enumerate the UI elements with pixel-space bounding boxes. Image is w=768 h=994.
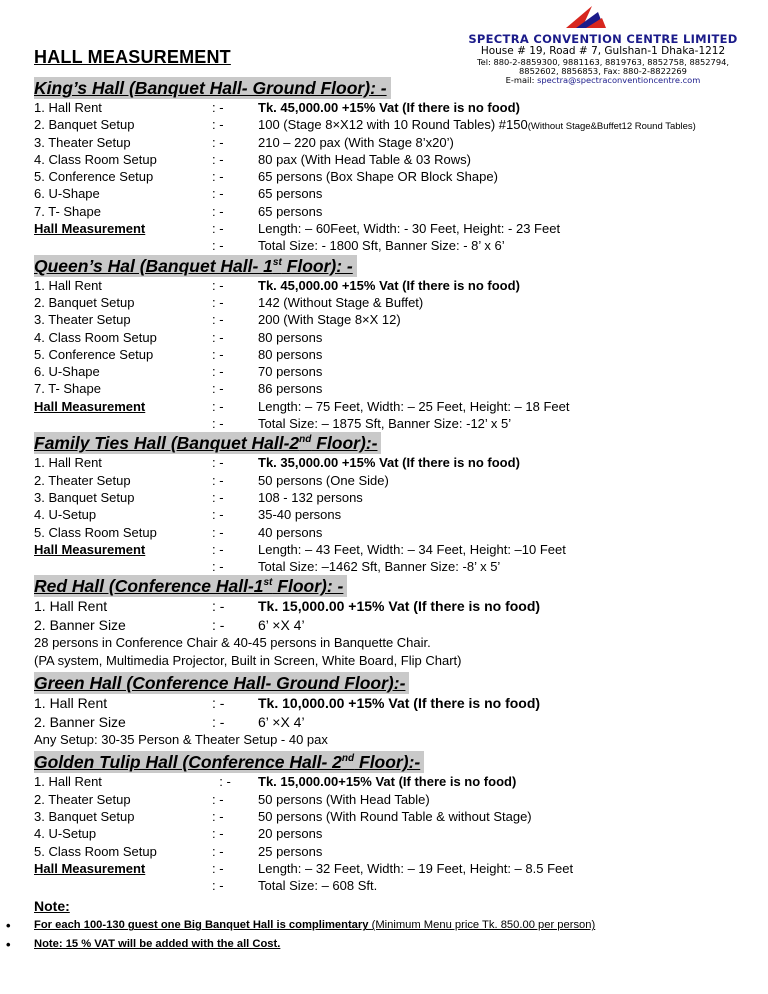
detail-row xyxy=(34,524,762,541)
detail-value-text: 35-40 persons xyxy=(258,507,342,523)
detail-row xyxy=(34,99,762,116)
detail-label: 7. T- Shape xyxy=(34,381,101,397)
hall-title-ordinal: st xyxy=(263,577,273,589)
detail-row xyxy=(34,346,762,363)
hall-title-text: Family Ties Hall (Banquet Hall-2 xyxy=(34,433,300,454)
detail-value xyxy=(258,808,762,825)
detail-value xyxy=(258,134,762,151)
detail-value-text: 50 persons (With Head Table) xyxy=(258,791,430,807)
hall-section xyxy=(34,432,762,575)
detail-value-text: Total Size: – 608 Sft. xyxy=(258,878,378,894)
detail-separator: : - xyxy=(212,598,225,615)
detail-value xyxy=(258,877,762,894)
hall-title-text: King’s Hall (Banquet Hall- Ground Floor): - xyxy=(34,78,387,98)
detail-label: 4. U-Setup xyxy=(34,826,97,842)
detail-label: 1. Hall Rent xyxy=(34,100,102,115)
detail-row xyxy=(34,380,762,397)
detail-separator: : - xyxy=(212,169,224,185)
note-text: Note: 15 % VAT will be added with the all Cost. xyxy=(34,938,281,951)
hall-title-text: Red Hall (Conference Hall-1 xyxy=(34,576,264,597)
detail-value-text: 86 persons xyxy=(258,381,323,397)
note-title: Note: xyxy=(34,898,70,915)
hall-title-suffix: Floor): - xyxy=(272,576,344,597)
detail-value-text: Tk. 35,000.00 +15% Vat (If there is no food) xyxy=(258,455,520,471)
detail-separator: : - xyxy=(212,416,224,432)
detail-value xyxy=(258,311,762,328)
detail-row xyxy=(34,489,762,506)
detail-row xyxy=(34,616,762,635)
detail-value-text: 40 persons xyxy=(258,524,323,540)
detail-value xyxy=(258,329,762,346)
detail-value-text: 65 persons xyxy=(258,186,323,202)
detail-value xyxy=(258,151,762,168)
detail-label: 1. Hall Rent xyxy=(34,774,102,790)
detail-value-text: Tk. 15,000.00 +15% Vat (If there is no food) xyxy=(258,598,541,615)
detail-value-text: 6’ ×X 4’ xyxy=(258,616,305,633)
detail-value xyxy=(258,203,762,220)
detail-value xyxy=(258,398,762,415)
detail-value xyxy=(258,597,762,616)
detail-label: 1. Hall Rent xyxy=(34,277,102,293)
detail-row xyxy=(34,237,762,254)
hall-title xyxy=(34,751,424,773)
hall-title-text: Queen’s Hal (Banquet Hall- 1 xyxy=(34,255,273,276)
detail-value xyxy=(258,524,762,541)
hall-title-ordinal: st xyxy=(272,256,282,268)
company-phone-line-1: Tel: 880-2-8859300, 9881163, 8819763, 8852758, 8852794, xyxy=(476,56,730,67)
detail-value-text: Total Size: –1462 Sft, Banner Size: -8’ x 5’ xyxy=(258,559,501,575)
detail-row xyxy=(34,294,762,311)
detail-row xyxy=(34,277,762,294)
detail-row xyxy=(34,877,762,894)
detail-value xyxy=(258,791,762,808)
detail-separator: : - xyxy=(212,329,224,345)
spectra-wing-logo-icon xyxy=(562,4,608,30)
detail-label: Hall Measurement xyxy=(34,860,146,876)
detail-label: 3. Theater Setup xyxy=(34,134,131,150)
detail-separator: : - xyxy=(212,381,224,397)
detail-separator: : - xyxy=(212,277,224,293)
detail-label: 2. Banquet Setup xyxy=(34,117,135,133)
detail-value xyxy=(258,185,762,202)
detail-value xyxy=(258,237,762,254)
detail-separator: : - xyxy=(212,186,224,202)
detail-value xyxy=(258,380,762,397)
hall-title xyxy=(34,672,409,694)
detail-separator: : - xyxy=(212,221,224,237)
detail-label: 2. Theater Setup xyxy=(34,472,131,488)
detail-separator: : - xyxy=(212,455,224,471)
detail-row xyxy=(34,454,762,471)
detail-value xyxy=(258,220,762,237)
detail-row xyxy=(34,134,762,151)
hall-title-ordinal: nd xyxy=(341,753,355,765)
detail-value xyxy=(258,713,762,732)
detail-row xyxy=(34,808,762,825)
detail-value xyxy=(258,415,762,432)
detail-separator: : - xyxy=(212,238,224,254)
hall-title xyxy=(34,255,357,277)
detail-row xyxy=(34,541,762,558)
hall-section xyxy=(34,77,762,255)
detail-value-text: Tk. 45,000.00 +15% Vat (If there is no food) xyxy=(258,100,520,115)
detail-value xyxy=(258,346,762,363)
hall-title xyxy=(34,575,347,597)
detail-row xyxy=(34,843,762,860)
detail-value-text: 100 (Stage 8×X12 with 10 Round Tables) #150 xyxy=(258,117,528,133)
detail-value xyxy=(258,472,762,489)
detail-label xyxy=(34,237,212,254)
detail-label: 7. T- Shape xyxy=(34,203,101,219)
detail-separator: : - xyxy=(212,294,224,310)
detail-label: Hall Measurement xyxy=(34,398,146,414)
detail-separator: : - xyxy=(212,346,224,362)
detail-value-text: Length: – 43 Feet, Width: – 34 Feet, Height: –10 Feet xyxy=(258,541,566,557)
detail-value-text: 25 persons xyxy=(258,843,323,859)
detail-label xyxy=(34,415,212,432)
detail-separator: : - xyxy=(212,507,224,523)
detail-value xyxy=(258,168,762,185)
detail-separator: : - xyxy=(212,791,224,807)
detail-value xyxy=(258,541,762,558)
detail-label xyxy=(34,558,212,575)
detail-row xyxy=(34,116,762,133)
detail-separator: : - xyxy=(212,489,224,505)
detail-separator: : - xyxy=(212,860,224,876)
detail-label: 1. Hall Rent xyxy=(34,695,108,712)
detail-value-text: 80 pax (With Head Table & 03 Rows) xyxy=(258,151,471,167)
detail-row xyxy=(34,825,762,842)
detail-separator: : - xyxy=(212,695,225,712)
detail-row xyxy=(34,203,762,220)
detail-label: Hall Measurement xyxy=(34,221,146,237)
detail-label: 5. Conference Setup xyxy=(34,346,154,362)
hall-title-ordinal: nd xyxy=(299,434,312,446)
halls-list xyxy=(6,77,762,954)
detail-label: 3. Banquet Setup xyxy=(34,808,135,824)
detail-row xyxy=(34,168,762,185)
detail-value-text: 50 persons (One Side) xyxy=(258,472,389,488)
detail-row xyxy=(34,773,762,790)
bullet-icon: • xyxy=(6,937,11,953)
detail-row xyxy=(34,220,762,237)
detail-value-text: Total Size: – 1875 Sft, Banner Size: -12’ x 5’ xyxy=(258,416,512,432)
hall-section xyxy=(34,255,762,433)
detail-label: 2. Banner Size xyxy=(34,616,126,633)
detail-value-text: 108 - 132 persons xyxy=(258,489,363,505)
detail-value xyxy=(258,694,762,713)
detail-label: 5. Class Room Setup xyxy=(34,524,157,540)
detail-value-text: 70 persons xyxy=(258,364,323,380)
page-title: HALL MEASUREMENT xyxy=(34,47,231,67)
detail-label: 4. Class Room Setup xyxy=(34,329,157,345)
detail-label: 2. Banner Size xyxy=(34,713,126,730)
hall-title xyxy=(34,77,391,99)
detail-value xyxy=(258,825,762,842)
hall-title-suffix: Floor):- xyxy=(311,433,378,454)
detail-row xyxy=(34,151,762,168)
detail-row xyxy=(34,398,762,415)
detail-label xyxy=(34,877,212,894)
detail-value-text: 210 – 220 pax (With Stage 8’x20’) xyxy=(258,134,454,150)
detail-row xyxy=(34,713,762,732)
detail-value xyxy=(258,363,762,380)
detail-value-text: 65 persons xyxy=(258,203,323,219)
detail-value-text: Length: – 60Feet, Width: - 30 Feet, Height: - 23 Feet xyxy=(258,221,561,237)
hall-title-text: Golden Tulip Hall (Conference Hall- 2 xyxy=(34,752,342,773)
detail-separator: : - xyxy=(212,312,224,328)
detail-value-text: 200 (With Stage 8×X 12) xyxy=(258,312,401,328)
detail-label: 4. U-Setup xyxy=(34,507,97,523)
note-list xyxy=(6,916,762,954)
detail-value xyxy=(258,558,762,575)
detail-separator: : - xyxy=(212,808,224,824)
detail-label: 6. U-Shape xyxy=(34,186,100,202)
detail-row xyxy=(34,472,762,489)
note-item xyxy=(6,935,762,954)
detail-label: 6. U-Shape xyxy=(34,364,100,380)
detail-separator: : - xyxy=(212,117,224,133)
hall-title-text: Green Hall (Conference Hall- Ground Floor):- xyxy=(34,673,406,694)
detail-row xyxy=(34,694,762,713)
detail-separator: : - xyxy=(212,713,225,730)
detail-separator: : - xyxy=(212,134,224,150)
detail-value-text: 142 (Without Stage & Buffet) xyxy=(258,294,424,310)
detail-row xyxy=(34,791,762,808)
detail-value xyxy=(258,773,762,790)
company-name: SPECTRA CONVENTION CENTRE LIMITED xyxy=(468,32,738,46)
detail-separator: : - xyxy=(212,541,224,557)
hall-section xyxy=(34,672,762,748)
detail-row xyxy=(34,185,762,202)
hall-section xyxy=(34,575,762,669)
detail-value-note: (Without Stage&Buffet12 Round Tables) xyxy=(527,121,696,133)
detail-label: 4. Class Room Setup xyxy=(34,151,157,167)
detail-value-text: 80 persons xyxy=(258,329,323,345)
note-text-suffix: (Minimum Menu price Tk. 850.00 per person) xyxy=(371,919,596,932)
detail-label: 5. Conference Setup xyxy=(34,169,154,185)
note-text: For each 100-130 guest one Big Banquet Hall is complimentary xyxy=(34,919,372,932)
detail-value xyxy=(258,99,762,116)
detail-label: 3. Theater Setup xyxy=(34,312,131,328)
detail-value xyxy=(258,489,762,506)
detail-label: 3. Banquet Setup xyxy=(34,489,135,505)
company-phone-line-2: 8852602, 8856853, Fax: 880-2-8822269 xyxy=(519,65,687,76)
detail-row xyxy=(34,597,762,616)
detail-value xyxy=(258,294,762,311)
detail-separator: : - xyxy=(212,524,224,540)
detail-value-text: 50 persons (With Round Table & without Stage) xyxy=(258,808,532,824)
hall-note-line: Any Setup: 30-35 Person & Theater Setup - 40 pax xyxy=(34,732,328,748)
hall-section xyxy=(34,751,762,894)
detail-value xyxy=(258,116,762,133)
detail-label: Hall Measurement xyxy=(34,541,146,557)
detail-label: 2. Banquet Setup xyxy=(34,294,135,310)
detail-row xyxy=(34,363,762,380)
detail-separator: : - xyxy=(212,472,224,488)
detail-value xyxy=(258,860,762,877)
detail-separator: : - xyxy=(212,774,231,790)
detail-value-text: 6’ ×X 4’ xyxy=(258,713,305,730)
detail-row xyxy=(34,506,762,523)
detail-separator: : - xyxy=(212,616,225,633)
detail-value-text: Tk. 15,000.00+15% Vat (If there is no food) xyxy=(258,774,517,790)
detail-label: 1. Hall Rent xyxy=(34,455,102,471)
detail-row xyxy=(34,311,762,328)
detail-label: 1. Hall Rent xyxy=(34,598,108,615)
detail-label: 5. Class Room Setup xyxy=(34,843,157,859)
company-address: House # 19, Road # 7, Gulshan-1 Dhaka-1212 xyxy=(480,44,726,57)
note-item xyxy=(6,916,762,935)
detail-row xyxy=(34,860,762,877)
detail-separator: : - xyxy=(212,826,224,842)
detail-value-text: Total Size: - 1800 Sft, Banner Size: - 8’ x 6’ xyxy=(258,238,505,254)
hall-title-suffix: Floor):- xyxy=(354,752,421,773)
hall-note-line: 28 persons in Conference Chair & 40-45 persons in Banquette Chair. xyxy=(34,635,431,651)
detail-label: 2. Theater Setup xyxy=(34,791,131,807)
detail-value xyxy=(258,277,762,294)
detail-value xyxy=(258,454,762,471)
detail-separator: : - xyxy=(212,843,224,859)
detail-value-text: Tk. 10,000.00 +15% Vat (If there is no food) xyxy=(258,695,541,712)
hall-title xyxy=(34,432,381,454)
detail-value-text: Length: – 32 Feet, Width: – 19 Feet, Height: – 8.5 Feet xyxy=(258,860,574,876)
detail-separator: : - xyxy=(212,364,224,380)
detail-separator: : - xyxy=(212,878,224,894)
detail-value xyxy=(258,843,762,860)
detail-value-text: Length: – 75 Feet, Width: – 25 Feet, Height: – 18 Feet xyxy=(258,398,570,414)
detail-separator: : - xyxy=(212,151,224,167)
detail-row xyxy=(34,329,762,346)
detail-separator: : - xyxy=(212,398,224,414)
hall-title-suffix: Floor): - xyxy=(281,255,353,276)
detail-value-text: 80 persons xyxy=(258,346,323,362)
detail-separator: : - xyxy=(212,100,224,115)
company-email[interactable]: spectra@spectraconventioncentre.com xyxy=(537,75,701,86)
email-label: E-mail: xyxy=(505,75,535,86)
detail-value-text: 65 persons (Box Shape OR Block Shape) xyxy=(258,169,498,185)
detail-value-text: Tk. 45,000.00 +15% Vat (If there is no food) xyxy=(258,277,520,293)
detail-separator: : - xyxy=(212,203,224,219)
detail-row xyxy=(34,415,762,432)
detail-value xyxy=(258,506,762,523)
hall-note-line: (PA system, Multimedia Projector, Built in Screen, White Board, Flip Chart) xyxy=(34,652,462,668)
detail-value-text: 20 persons xyxy=(258,826,323,842)
detail-row xyxy=(34,558,762,575)
detail-separator: : - xyxy=(212,559,224,575)
bullet-icon: • xyxy=(6,918,11,934)
detail-value xyxy=(258,616,762,635)
